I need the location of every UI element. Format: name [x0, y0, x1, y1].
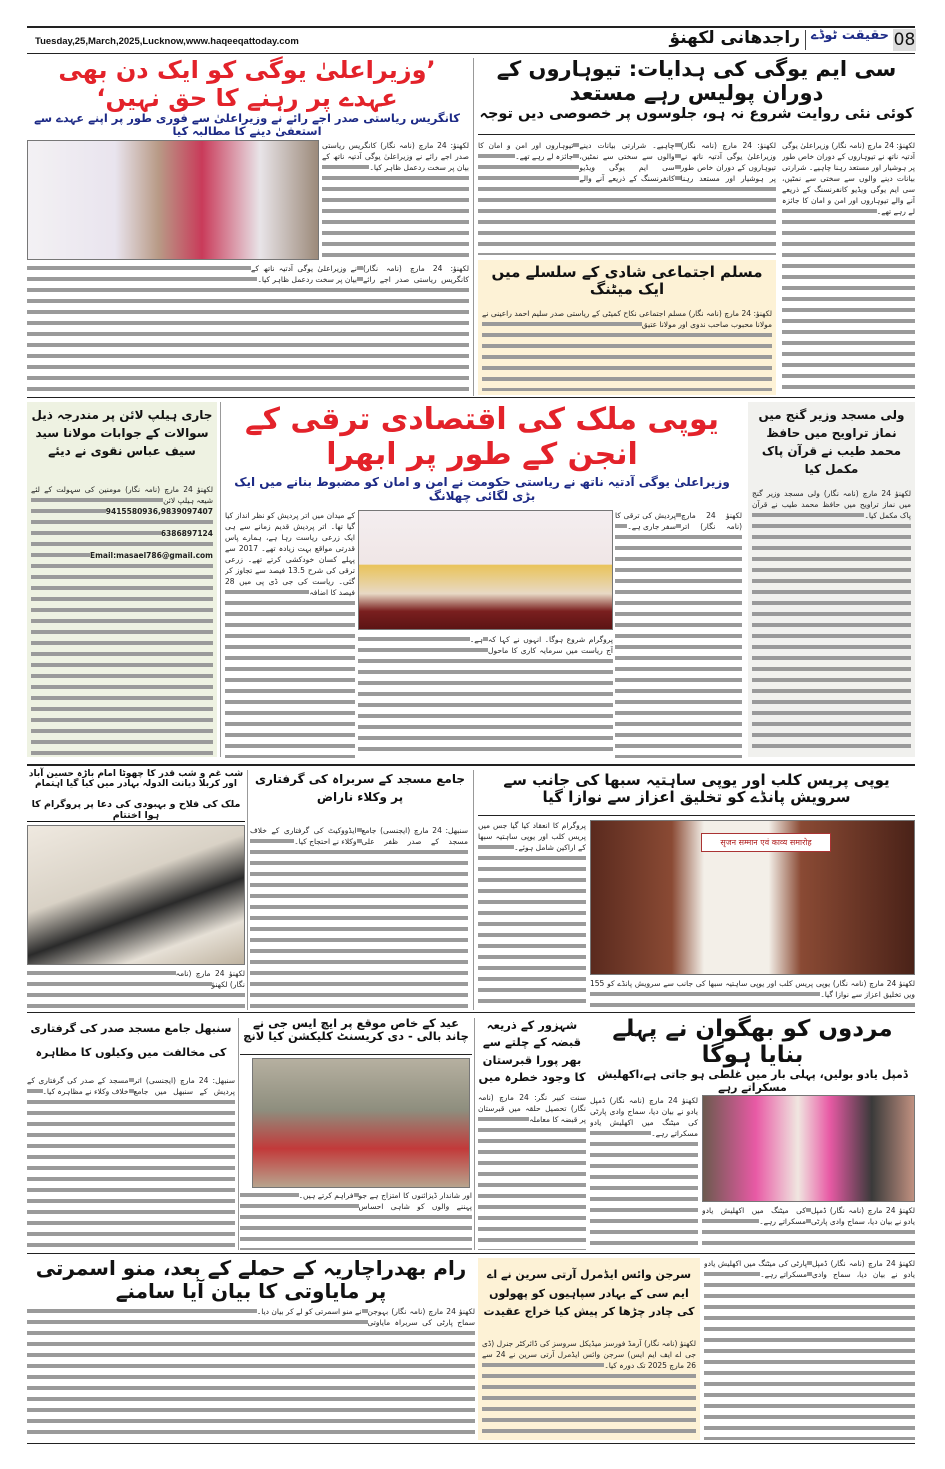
- a15-body: لکھنؤ (نامہ نگار) آرمڈ فورسز میڈیکل سروسز کی ڈائرکٹر جنرل (ڈی جی اے ایف ایم ایس) سرجن وائس ایڈمرل آرتی سرین نے 24 سے 26 مارچ 2025 تک دورہ کیا۔: [482, 1338, 696, 1438]
- a3-body: لکھنؤ: 24 مارچ (نامہ نگار) مسلم اجتماعی نکاح کمیٹی کے ریاستی صدر سلیم احمد راعینی نے مولانا محبوب صاحب ندوی اور مولانا عتیق: [482, 308, 772, 391]
- a4-body-right: لکھنؤ 24 مارچ (نامہ نگار) اتر پردیش کی ترقی کا سفر جاری ہے۔: [615, 510, 742, 758]
- a13-headline: مردوں کو بھگوان نے پہلے بنایا ہوگا: [612, 1016, 893, 1069]
- a6-headline: ولی مسجد وزیر گنج میں نماز تراویح میں حافظ محمد طیب نے قرآن پاک مکمل کیا: [758, 408, 905, 476]
- column-divider: [474, 1018, 475, 1250]
- a13-subhead-bold: اکھلیش مسکراتے رہے: [597, 1068, 787, 1094]
- a1-body: لکھنؤ: 24 مارچ (نامہ نگار) کانگریس ریاستی صدر اجے رائے نے وزیراعلیٰ یوگی آدتیہ ناتھ کے بیان پر سخت ردعمل ظاہر کیا۔: [27, 263, 469, 393]
- a5-box: [27, 402, 217, 757]
- column-divider: [220, 402, 221, 757]
- a7-prayer-photo: [27, 825, 245, 965]
- a6-box: [748, 402, 915, 757]
- a1-subhead: کانگریس ریاستی صدر اجے رائے نے وزیراعلیٰ سے فوری طور پر اپنے عہدے سے استعفیٰ دینے کا مطالبہ کیا: [34, 111, 460, 139]
- a12-body: سنت کبیر نگر: 24 مارچ (نامہ نگار) تحصیل حلقہ میں قبرستان پر قبضہ کا معاملہ: [478, 1092, 586, 1250]
- a12-headline: شہزور کے ذریعہ قبضہ کے چلتے سے بھر پورا قبرستان کا وجود خطرہ میں: [478, 1018, 586, 1084]
- masthead-logo: حقیقت ٹوڈے: [810, 28, 890, 43]
- column-divider: [473, 58, 474, 396]
- a4-body-left: کے میدان میں اتر پردیش کو نظر انداز کیا گیا تھا۔ اتر پردیش قدیم زمانے سے ہی ایک زرعی ریاست رہا ہے، ہمارے پاس قدرتی مواقع بہت زیادہ تھے۔ 2017 سے پہلے کسان خودکشی کرتے تھے۔ زرعی ترقی کی شرح 13.5 فیصد سے تجاوز کر گئی۔ ریاست کی جی ڈی پی میں 28 فیصد کا اضافہ: [225, 510, 355, 758]
- a11-body: اور شاندار ڈیزائنوں کا امتزاج ہے جو پہننے والوں کو شاہی احساس فراہم کرتے ہیں۔: [240, 1190, 472, 1250]
- a13-subhead-plain: ڈمپل یادو بولیں، پہلی بار میں غلطی ہو جاتی ہے،: [639, 1068, 908, 1081]
- a2-headline: سی ایم یوگی کی ہدایات: تیوہاروں کے دوران پولیس رہے مستعد: [496, 57, 897, 106]
- a5-phone2: 6386897124: [160, 529, 213, 538]
- a4-subhead: وزیراعلیٰ یوگی آدتیہ ناتھ نے ریاستی حکومت نے امن و امان کو مضبوط بنانے میں ایک بڑی لگائی چھلانگ: [234, 475, 730, 503]
- a5-body: لکھنؤ 24 مارچ (نامہ نگار) مومنین کی سہولت کے لئے شیعہ ہیلپ لائن 9415580936,9839097407 6386897124 Email:masael786@gmail.com: [31, 484, 213, 755]
- a13-body-continued: لکھنؤ 24 مارچ (نامہ نگار) ڈمپل یادو نے بیان دیا، سماج وادی پارٹی کی میٹنگ میں اکھلیش یادو مسکراتے رہے۔: [704, 1258, 915, 1440]
- a15-headline: سرجن وائس ایڈمرل آرتی سرین نے اے ایم سی کے بہادر سپاہیوں کو پھولوں کی چادر چڑھا کر پیش کیا خراج عقیدت: [483, 1268, 695, 1319]
- a10-headline-line1: سنبھل جامع مسجد صدر کی گرفتاری: [30, 1022, 232, 1035]
- a9-caption: لکھنؤ 24 مارچ (نامہ نگار) یوپی پریس کلب اور یوپی ساہتیہ سبھا کی جانب سے سرویش پانڈے کو 155 ویں تخلیق اعزاز سے نوازا گیا۔: [590, 978, 915, 1008]
- a13-subhead: [590, 1069, 915, 1093]
- a1-press-conference-photo: [27, 140, 319, 260]
- a1-body-col: لکھنؤ: 24 مارچ (نامہ نگار) کانگریس ریاستی صدر اجے رائے نے وزیراعلیٰ یوگی آدتیہ ناتھ کے بیان پر سخت ردعمل ظاہر کیا۔: [322, 140, 469, 260]
- a13-photo: [702, 1095, 915, 1202]
- row4-rule: [27, 1253, 915, 1254]
- a7-headline: شب غم و شب قدر کا چھوٹا امام باڑہ حسین آباد اور کربلا دیانت الدولہ بہادر میں کیا گیا اہتمام: [28, 769, 244, 790]
- a3-box: [478, 260, 776, 395]
- column-divider: [473, 770, 474, 1010]
- a10-headline-line2: کی مخالفت میں وکیلوں کا مظاہرہ: [35, 1046, 227, 1060]
- a5-headline: جاری ہیلپ لائن پر مندرجہ ذیل سوالات کے جوابات مولانا سید سیف عباس نقوی نے دیئے: [31, 408, 213, 458]
- dateline: Tuesday,25,March,2025,Lucknow,www.haqeeqattoday.com: [35, 36, 299, 47]
- column-divider: [238, 1018, 239, 1250]
- a5-phones: 9415580936,9839097407: [105, 507, 213, 516]
- row3-rule: [27, 1012, 915, 1013]
- a5-email: Email:masael786@gmail.com: [89, 551, 213, 560]
- a11-event-photo: [252, 1058, 470, 1188]
- a9-award-photo: [590, 820, 915, 975]
- a9-rule: [478, 815, 915, 816]
- a2-rule: [478, 134, 915, 135]
- a14-headline: رام بھدراچاریہ کے حملے کے بعد، منو اسمرتی پر مایاوتی کا بیان آیا سامنے: [35, 1256, 467, 1303]
- a8-body: سنبھل: 24 مارچ (ایجنسی) جامع مسجد کے صدر ظفر علی ایڈووکیٹ کی گرفتاری کے خلاف وکلاء نے احتجاج کیا۔: [250, 825, 468, 1010]
- a13-body-right: لکھنؤ 24 مارچ (نامہ نگار) ڈمپل یادو نے بیان دیا، سماج وادی پارٹی کی میٹنگ میں اکھلیش یادو مسکراتے رہے۔: [702, 1205, 915, 1250]
- a7-body-bottom: لکھنؤ 24 مارچ (نامہ نگار) لکھنؤ: [27, 968, 245, 1008]
- header-bottom-rule: [27, 53, 915, 54]
- a9-headline: یوپی پریس کلب اور یوپی ساہتیہ سبھا کی جانب سے سرویش پانڈے کو تخلیق اعزاز سے نوازا گیا: [503, 771, 890, 807]
- header-divider: [805, 30, 806, 50]
- a11-rule: [240, 1054, 472, 1055]
- a4-headline: یوپی ملک کی اقتصادی ترقی کے انجن کے طور پر ابھرا: [244, 402, 720, 472]
- row1-rule: [27, 397, 915, 398]
- a14-body: لکھنؤ 24 مارچ (نامہ نگار) بہوجن سماج پارٹی کی سربراہ مایاوتی نے منو اسمرتی کو لے کر بیان دیا۔: [27, 1306, 475, 1440]
- a2-body: لکھنؤ: 24 مارچ (نامہ نگار) وزیراعلیٰ یوگی آدتیہ ناتھ نے تیوہاروں کے دوران خاص طور پر ہوشیار اور مستعد رہنا چاہیے۔ شرارتی بیانات دینے والوں سے سختی سے نمٹیں، سی ایم یوگی ویڈیو کانفرنسنگ کے ذریعے آنے والے تیوہاروں اور امن و امان کا جائزہ لے رہے تھے۔: [478, 140, 776, 255]
- column-divider: [247, 770, 248, 1010]
- a11-headline: عید کے خاص موقع پر ایچ ایس جی نے چاند بالی - دی کریسنٹ کلیکشن کیا لانچ: [243, 1016, 469, 1044]
- a10-headline: [27, 1017, 235, 1073]
- a2-body-right: لکھنؤ: 24 مارچ (نامہ نگار) وزیراعلیٰ یوگی آدتیہ ناتھ نے تیوہاروں کے دوران خاص طور پر ہوشیار اور مستعد رہنا چاہیے۔ شرارتی بیانات دینے والوں سے سختی سے نمٹیں، سی ایم یوگی ویڈیو کانفرنسنگ کے ذریعے آنے والے تیوہاروں اور امن و امان کا جائزہ لے رہے تھے۔: [782, 140, 915, 395]
- a10-body: سنبھل: 24 مارچ (ایجنسی) اتر پردیش کے سنبھل میں جامع مسجد کے صدر کی گرفتاری کے خلاف وکلاء نے مظاہرہ کیا۔: [27, 1075, 235, 1250]
- a9-body: پروگرام کا انعقاد کیا گیا جس میں پریس کلب اور یوپی ساہتیہ سبھا کے اراکین شامل ہوئے۔: [478, 820, 586, 1010]
- a13-body-left: لکھنؤ 24 مارچ (نامہ نگار) ڈمپل یادو نے بیان دیا، سماج وادی پارٹی کی میٹنگ میں اکھلیش یادو مسکراتے رہے۔: [590, 1095, 698, 1250]
- page-number: 08: [893, 30, 916, 50]
- a1-headline: ’وزیراعلیٰ یوگی کو ایک دن بھی عہدے پر رہنے کا حق نہیں‘: [58, 56, 436, 112]
- section-title: راجدھانی لکھنؤ: [669, 28, 800, 48]
- a6-body: لکھنؤ 24 مارچ (نامہ نگار) ولی مسجد وزیر گنج میں نماز تراویح میں حافظ محمد طیب نے قرآن پاک مکمل کیا۔: [752, 488, 911, 755]
- a8-headline: جامع مسجد کے سربراہ کی گرفتاری پر وکلاء ناراض: [254, 772, 465, 804]
- a15-box: [478, 1258, 700, 1440]
- row2-rule: [27, 764, 915, 766]
- a3-headline: مسلم اجتماعی شادی کے سلسلے میں ایک میٹنگ: [491, 263, 763, 299]
- bottom-rule: [27, 1443, 915, 1444]
- a4-body-bottom: پروگرام شروع ہوگا۔ انہوں نے کہا کہ آج ریاست میں سرمایہ کاری کا ماحول ہے۔: [358, 634, 613, 758]
- a2-subheadline: کوئی نئی روایت شروع نہ ہو، جلوسوں پر خصوصی دیں توجہ: [479, 106, 914, 122]
- a9-banner: सृजन सम्मान एवं काव्य समारोह: [701, 833, 831, 852]
- a7-subheadline: ملک کی فلاح و بہبودی کی دعا پر پروگرام کا ہوا اختتام: [27, 800, 245, 822]
- a4-book-launch-photo: [358, 510, 613, 630]
